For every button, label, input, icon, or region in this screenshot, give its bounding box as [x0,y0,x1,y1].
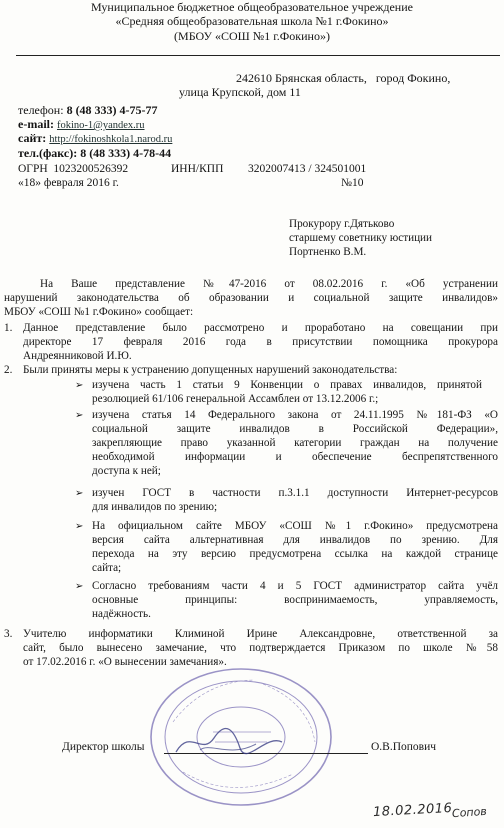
arrow-bullet-icon: ➢ [75,488,84,499]
handwritten-date: 18.02.2016 [372,800,453,821]
bullet5-line3: надёжность. [92,608,151,620]
intro-line1: На Ваше представление №47-2016 от 08.02.2016 г. «Об устранении [40,278,498,290]
inn-label: ИНН/КПП [171,163,224,175]
fax-number: 8 (48 333) 4-78-44 [80,146,172,160]
bullet2-line3: закрепляющие право указанной категории граждан на получение [92,437,498,449]
bullet2-line5: доступа к ней; [92,465,161,477]
point3-number: 3. [4,628,13,640]
arrow-bullet-icon: ➢ [75,581,84,592]
point1-line3: Андреянниковой И.Ю. [23,350,132,362]
phone-number: 8 (48 333) 4-75-77 [66,103,158,117]
point3-line3: от 17.02.2016 г. «О вынесении замечания». [23,656,227,668]
inn-value: 3202007413 / 324501001 [248,163,367,175]
bullet1-line1: изучена часть 1 статьи 9 Конвенции о правах инвалидов, принятой [92,379,482,391]
point3-line2: сайт, было вынесено замечание, что подтверждается Приказом по школе №58 [23,642,498,654]
address-line1: 242610 Брянская область, город Фокино, [236,71,451,85]
org-short-name: (МБОУ «СОШ №1 г.Фокино») [174,29,330,43]
phone-label: телефон: [18,103,64,117]
email-label: e-mail: [18,117,54,131]
point2-number: 2. [4,364,13,376]
arrow-bullet-icon: ➢ [75,380,84,391]
bullet4-line4: сайта; [92,562,122,574]
letter-number: №10 [341,177,364,189]
bullet1-line2: резолюцией 61/106 генеральной Ассамблеи от 13.12.2006 г.; [92,393,379,405]
site-link[interactable]: http://fokinoshkola1.narod.ru [49,134,173,145]
director-name: О.В.Попович [371,741,437,753]
header-divider [16,55,500,56]
bullet5-line2: основные принципы: воспринимаемость, управляемость, [92,594,498,606]
arrow-bullet-icon: ➢ [75,521,84,532]
fax-row [18,147,171,160]
site-row [18,132,172,146]
email-link[interactable]: fokino-1@yandex.ru [56,120,145,131]
point3-line1: Учителю информатики Климиной Ирине Александровне, ответственной за [23,628,498,640]
intro-line2: нарушений законодательства об образовании и социальной защите инвалидов» [4,292,498,304]
letter-date: «18» февраля 2016 г. [18,177,119,189]
ogrn: ОГРН 1023200526392 [18,163,129,175]
point2-line1: Были приняты меры к устранению допущенных нарушений законодательства: [23,364,398,376]
bullet4-line2: версия сайта альтернативная для инвалидов по зрению. Для [92,534,498,546]
point1-line1: Данное представление было рассмотрено и проработано на совещании при [23,322,498,334]
bullet2-line1: изучена статья 14 Федерального закона от 24.11.1995 №181-ФЗ «О [92,409,498,421]
address-line2: улица Крупской, дом 11 [179,85,301,99]
bullet4-line3: перехода на эту версию предусмотрена ссылка на каждой странице [92,548,498,560]
bullet2-line2: социальной защите инвалидов в Российской Федерации», [92,423,498,435]
addressee-line3: Портненко В.М. [289,246,367,258]
site-label: сайт: [18,131,47,145]
bullet4-line1: На официальном сайте МБОУ «СОШ №1 г.Фокино» предусмотрена [92,520,498,532]
org-name-line2: «Средняя общеобразовательная школа №1 г.Фокино» [115,14,389,28]
bullet3-line1: изучен ГОСТ в частности п.3.1.1 доступности Интернет-ресурсов [92,487,498,499]
addressee-line2: старшему советнику юстиции [289,232,433,244]
addressee-line1: Прокурору г.Дятьково [289,218,395,230]
intro-line3: МБОУ «СОШ №1 г.Фокино» сообщает: [4,306,194,318]
point1-line2: директоре 17 февраля 2016 года в присутствии помощника прокурора [23,336,498,348]
bullet3-line2: для инвалидов по зрению; [92,501,218,513]
handwritten-note: Сопов [451,804,488,821]
org-name-line1: Муниципальное бюджетное общеобразовательное учреждение [91,0,413,14]
bullet5-line1: Согласно требованиям части 4 и 5 ГОСТ администратор сайта учёл [92,580,498,592]
director-title: Директор школы [62,741,145,753]
bullet2-line4: необходимой информации и обеспечение беспрепятственного [92,451,498,463]
arrow-bullet-icon: ➢ [75,410,84,421]
signature-scribble [170,722,290,762]
point1-number: 1. [4,322,13,334]
fax-label: тел.(факс): [18,146,78,160]
phone-row [18,104,158,117]
